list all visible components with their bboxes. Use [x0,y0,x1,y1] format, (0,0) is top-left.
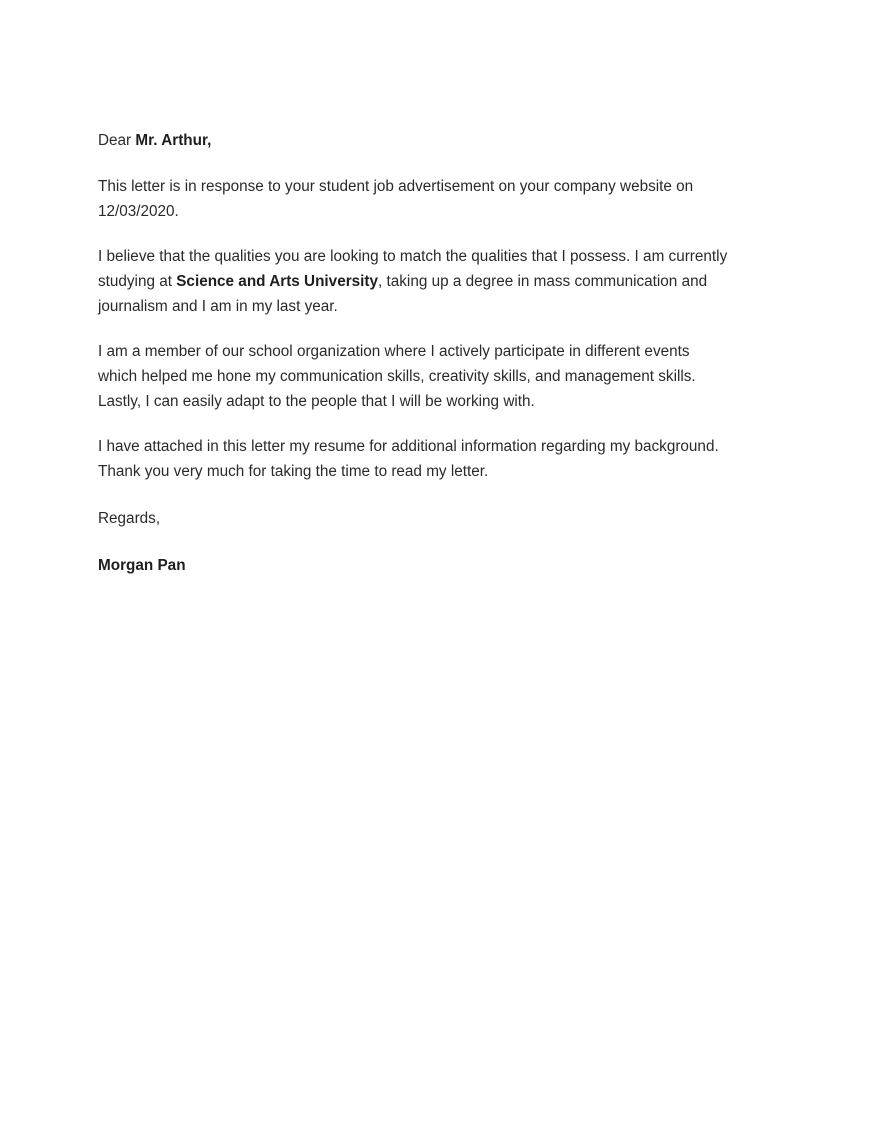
paragraph-qualities-line-2-prefix: studying at [98,273,177,290]
paragraph-activities-line-1: I am a member of our school organization where I actively participate in different events [98,343,690,360]
paragraph-activities [98,339,788,414]
paragraph-activities-line-2: which helped me hone my communication skills, creativity skills, and management skills. [98,368,696,385]
paragraph-intro-line-1: This letter is in response to your student job advertisement on your company website on [98,178,694,195]
paragraph-activities-line-3: Lastly, I can easily adapt to the people that I will be working with. [98,393,535,410]
paragraph-qualities-line-3: journalism and I am in my last year. [98,298,338,315]
paragraph-resume-line-2: Thank you very much for taking the time to read my letter. [98,463,489,480]
paragraph-resume-line-1: I have attached in this letter my resume for additional information regarding my background. [98,438,719,455]
signature-name: Morgan Pan [98,557,186,574]
letter-body [98,128,788,578]
paragraph-intro-line-2: 12/03/2020. [98,203,179,220]
paragraph-resume [98,434,788,484]
paragraph-intro [98,174,788,224]
paragraph-qualities [98,244,788,319]
paragraph-qualities-line-2-suffix: , taking up a degree in mass communication and [378,273,708,290]
salutation-prefix: Dear [98,132,136,149]
salutation [98,128,788,153]
school-name: Science and Arts University [176,273,379,290]
recipient-name: Mr. Arthur, [135,132,212,149]
closing-regards: Regards, [98,510,161,527]
paragraph-qualities-line-1: I believe that the qualities you are looking to match the qualities that I possess. I am currently [98,248,728,265]
